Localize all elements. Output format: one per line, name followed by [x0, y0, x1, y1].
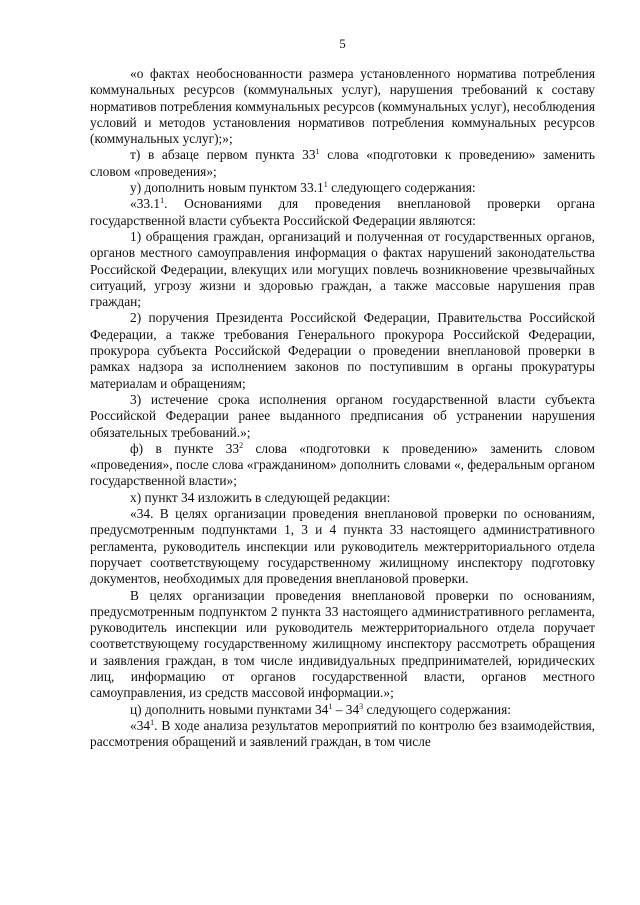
- text-run: х) пункт 34 изложить в следующей редакции:: [130, 489, 391, 505]
- paragraph-p6: [90, 310, 595, 391]
- superscript: 1: [328, 701, 333, 711]
- text-run: слова «подготовки к проведению» заменить словом «проведения»;: [90, 147, 595, 179]
- text-run: 1) обращения граждан, организаций и полученная от государственных органов, органов местного самоуправления информация о фактах нарушений законодательства Российской Федерации, влекущих или могущих повлечь возникновение чрезвычайных ситуаций, угрозу жизни и здоровью граждан, а также массовые нарушения прав граждан;: [90, 228, 595, 310]
- paragraph-p13: [90, 718, 595, 751]
- paragraph-p10: [90, 506, 595, 587]
- paragraph-p9: [90, 490, 595, 506]
- text-run: 3) истечение срока исполнения органом государственной власти субъекта Российской Федерации ранее выданного предписания об устранении нарушения обязательных требований.»;: [90, 391, 595, 440]
- text-run: у) дополнить новым пунктом 33.1: [130, 180, 324, 196]
- text-run: . Основаниями для проведения внеплановой проверки органа государственной власти субъекта Российской Федерации являются:: [90, 196, 595, 228]
- superscript: 3: [359, 701, 364, 711]
- superscript: 1: [315, 147, 320, 157]
- text-run: т) в абзаце первом пункта 33: [130, 147, 316, 163]
- paragraph-p12: [90, 702, 595, 718]
- text-run: – 34: [332, 701, 360, 717]
- text-run: «о фактах необоснованности размера установленного норматива потребления коммунальных ресурсов (коммунальных услуг), нарушения требований к составу нормативов потребления коммунальных ресурсов (коммунальных услуг), несоблюдения условий и методов установления нормативов потребления коммунальных ресурсов (коммунальных услуг);»;: [90, 66, 595, 147]
- text-run: следующего содержания:: [363, 701, 511, 717]
- text-run: следующего содержания:: [327, 180, 476, 196]
- text-run: «34: [130, 717, 151, 733]
- document-page: [90, 36, 595, 750]
- text-run: ф) в пункте 33: [130, 440, 240, 456]
- document-body: [90, 66, 595, 750]
- text-run: ц) дополнить новыми пунктами 34: [130, 701, 329, 717]
- text-run: слова «подготовки к проведению» заменить словом «проведения», после слова «гражданином» дополнить словами «, федеральным органом государственной власти»;: [90, 440, 596, 489]
- text-run: В целях организации проведения внеплановой проверки по основаниям, предусмотренным подпунктом 2 пункта 33 настоящего административного регламента, руководитель инспекции или руководитель межтерриториального отдела поручает соответствующему государственному жилищному инспектору рассмотреть обращения и заявления граждан, в том числе индивидуальных предпринимателей, юридических лиц, информацию от органов государственной власти, органов местного самоуправления, из средств массовой информации.»;: [90, 587, 595, 701]
- paragraph-p7: [90, 392, 595, 441]
- paragraph-p3: [90, 180, 595, 196]
- paragraph-p8: [90, 441, 595, 490]
- paragraph-p5: [90, 229, 595, 310]
- superscript: 2: [239, 440, 244, 450]
- paragraph-p1: [90, 66, 595, 147]
- superscript: 1: [160, 196, 165, 206]
- text-run: 2) поручения Президента Российской Федерации, Правительства Российской Федерации, а также требования Генерального прокурора Российской Федерации, прокурора субъекта Российской Федерации о проведении внеплановой проверки в рамках надзора за исполнением законов по поступившим в органы прокуратуры материалам и обращениям;: [90, 310, 595, 391]
- page-number: 5: [339, 36, 346, 51]
- paragraph-p11: [90, 588, 595, 702]
- text-run: . В ходе анализа результатов мероприятий по контролю без взаимодействия, рассмотрения обращений и заявлений граждан, в том числе: [90, 717, 595, 750]
- text-run: «34. В целях организации проведения внеплановой проверки по основаниям, предусмотренным подпунктами 1, 3 и 4 пункта 33 настоящего административного регламента, руководитель инспекции или руководитель межтерриториального отдела поручает соответствующему государственному жилищному инспектору подготовку документов, необходимых для проведения внеплановой проверки.: [90, 506, 595, 587]
- text-run: «33.1: [130, 196, 161, 212]
- superscript: 1: [323, 180, 328, 190]
- paragraph-p4: [90, 196, 595, 229]
- paragraph-p2: [90, 147, 595, 180]
- superscript: 1: [150, 717, 155, 727]
